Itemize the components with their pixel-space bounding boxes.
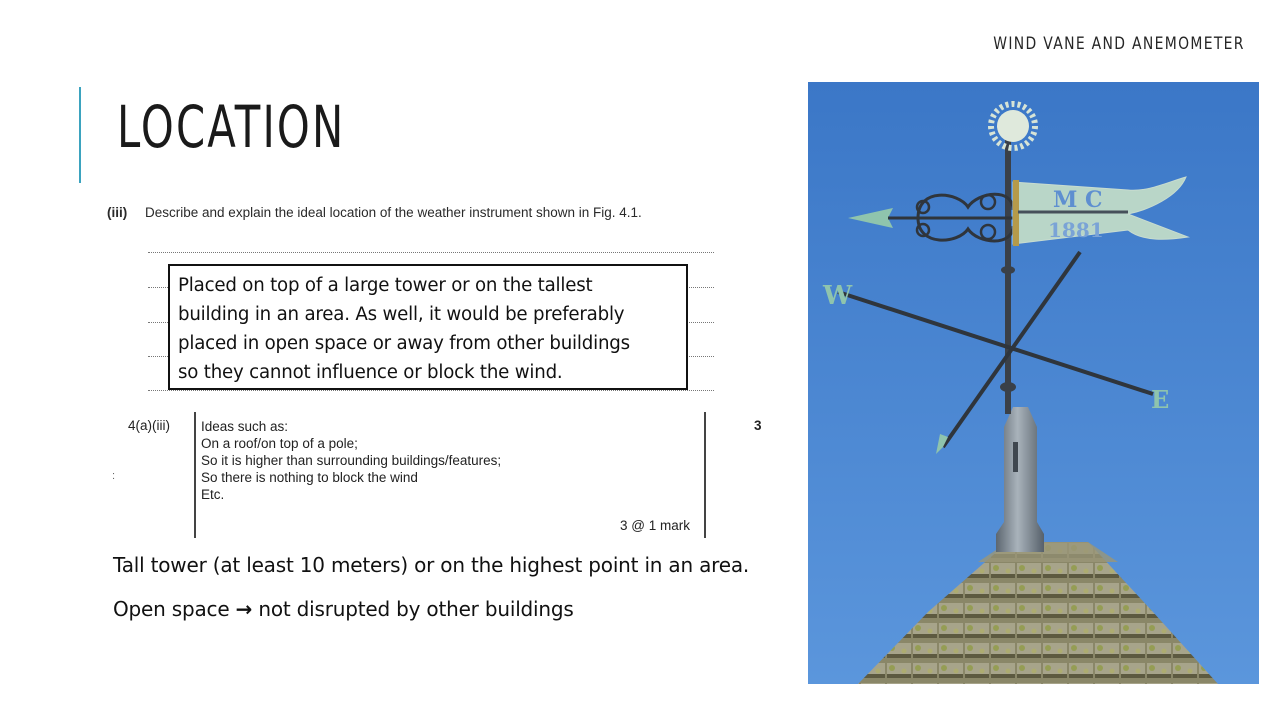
weather-vane-illustration bbox=[808, 82, 1259, 684]
slide-header-label: WIND VANE AND ANEMOMETER bbox=[993, 34, 1245, 54]
banner-text-bottom: 1881 bbox=[1048, 218, 1104, 242]
summary-text: Open space bbox=[113, 597, 230, 621]
table-divider bbox=[704, 412, 706, 538]
answer-line: so they cannot influence or block the wind. bbox=[178, 362, 563, 383]
mark-scheme-table bbox=[110, 412, 770, 540]
banner-text-top: M C bbox=[1053, 187, 1103, 213]
summary-text: not disrupted by other buildings bbox=[258, 597, 574, 621]
slide-title: LOCATION bbox=[117, 93, 346, 161]
mark-scheme-line: Ideas such as: bbox=[201, 419, 289, 434]
summary-point-height: Tall tower (at least 10 meters) or on the highest point in an area. bbox=[113, 553, 750, 577]
mark-scheme-answers bbox=[201, 418, 501, 503]
answer-line: building in an area. As well, it would be preferably bbox=[178, 304, 625, 325]
mark-scheme-line: Etc. bbox=[201, 487, 225, 502]
mark-scheme-line: On a roof/on top of a pole; bbox=[201, 436, 358, 451]
answer-line: Placed on top of a large tower or on the tallest bbox=[178, 275, 593, 296]
mark-scheme-line: So there is nothing to block the wind bbox=[201, 470, 418, 485]
mark-scheme-line: So it is higher than surrounding buildings/features; bbox=[201, 453, 502, 468]
weather-vane-photo bbox=[808, 82, 1259, 684]
right-arrow-icon: → bbox=[235, 597, 253, 621]
stray-mark: : bbox=[112, 470, 116, 482]
question-number: (iii) bbox=[107, 205, 128, 220]
exam-question bbox=[107, 205, 642, 220]
summary-point-open-space bbox=[113, 597, 753, 622]
compass-letter-e: E bbox=[1151, 385, 1170, 414]
marks-note: 3 @ 1 mark bbox=[620, 518, 690, 533]
mark-scheme-question-ref: 4(a)(iii) bbox=[128, 418, 170, 433]
title-accent-bar bbox=[79, 87, 81, 183]
summary-points bbox=[113, 553, 753, 641]
answer-dotted-line bbox=[148, 390, 714, 391]
answer-line: placed in open space or away from other buildings bbox=[178, 333, 630, 354]
student-answer-box bbox=[168, 264, 688, 390]
answer-dotted-line bbox=[148, 252, 714, 253]
question-text: Describe and explain the ideal location of the weather instrument shown in Fig. 4.1. bbox=[145, 205, 642, 220]
total-marks: 3 bbox=[754, 418, 762, 433]
compass-letter-w: W bbox=[823, 281, 853, 311]
table-divider bbox=[194, 412, 196, 538]
